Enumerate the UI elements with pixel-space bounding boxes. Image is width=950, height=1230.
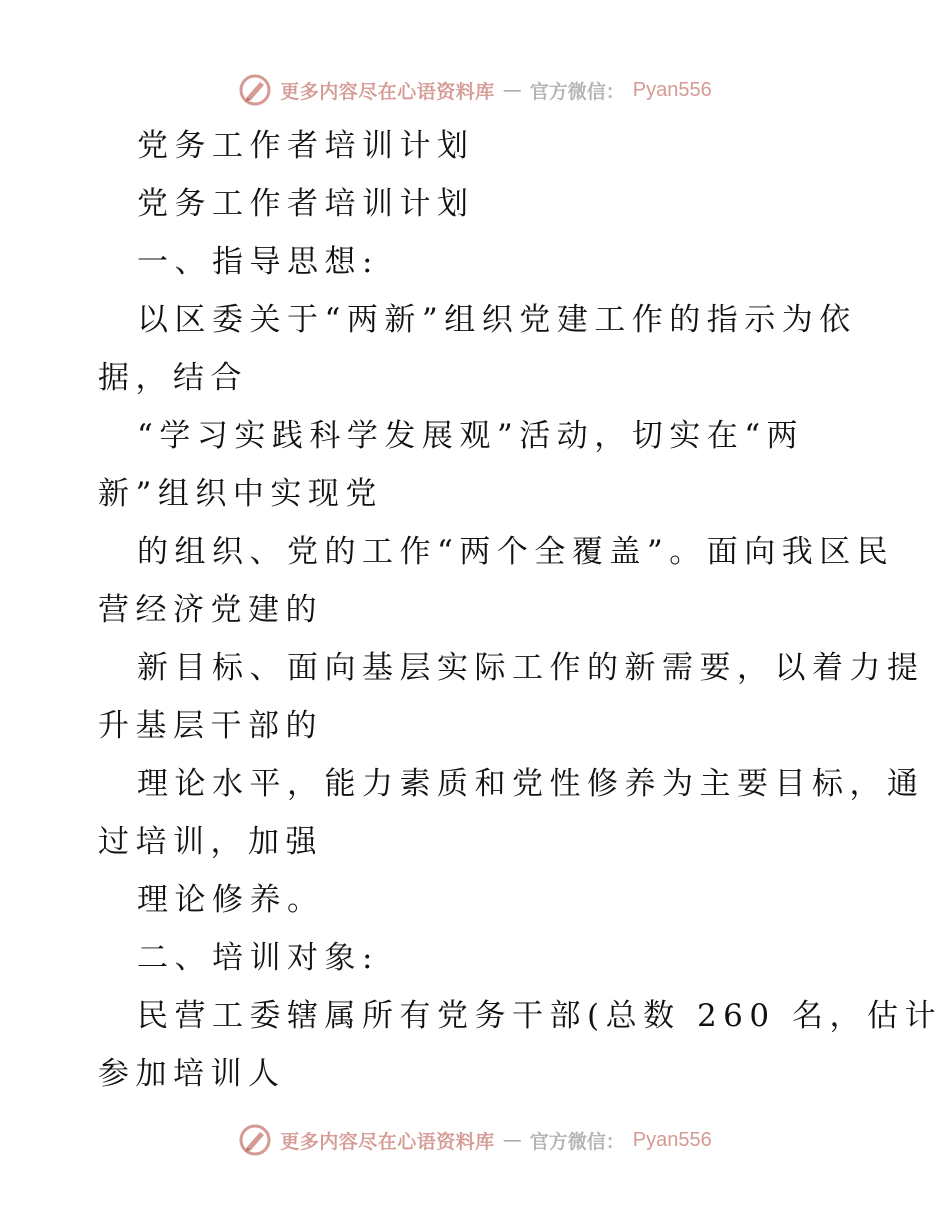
watermark-wechat-id: Pyan556 xyxy=(632,1128,712,1151)
pen-logo-icon xyxy=(238,1123,272,1157)
text-line: 理论水平，能力素质和党性修养为主要目标，通 xyxy=(137,766,925,802)
text-line: 的组织、党的工作“两个全覆盖”。面向我区民 xyxy=(137,534,895,570)
footer-watermark xyxy=(0,1120,950,1160)
header-watermark xyxy=(0,70,950,110)
watermark-wechat-id: Pyan556 xyxy=(632,78,712,101)
text-line: 以区委关于“两新”组织党建工作的指示为依 xyxy=(137,302,857,338)
text-line: 据，结合 xyxy=(98,360,248,396)
text-line: 民营工委辖属所有党务干部(总数 260 名，估计 xyxy=(137,998,942,1034)
text-line: 新”组织中实现党 xyxy=(98,476,383,512)
watermark-separator: — xyxy=(502,1129,522,1151)
text-line: 过培训，加强 xyxy=(98,824,323,860)
text-line: 营经济党建的 xyxy=(98,592,323,628)
text-line: 参加培训人 xyxy=(98,1056,286,1092)
pen-logo-icon xyxy=(238,73,272,107)
text-line: 理论修养。 xyxy=(137,882,325,918)
text-line: “学习实践科学发展观”活动，切实在“两 xyxy=(137,418,805,454)
text-line: 新目标、面向基层实际工作的新需要，以着力提 xyxy=(137,650,925,686)
doc-title-1: 党务工作者培训计划 xyxy=(137,128,475,164)
watermark-main-text: 更多内容尽在心语资料库 xyxy=(280,80,495,103)
text-line: 升基层干部的 xyxy=(98,708,323,744)
watermark-separator: — xyxy=(502,79,522,101)
watermark-main-text: 更多内容尽在心语资料库 xyxy=(280,1130,495,1153)
watermark-official-label: 官方微信： xyxy=(529,80,625,103)
watermark-official-label: 官方微信： xyxy=(529,1130,625,1153)
doc-title-2: 党务工作者培训计划 xyxy=(137,186,475,222)
section-heading-2: 二、培训对象: xyxy=(137,940,379,976)
section-heading-1: 一、指导思想: xyxy=(137,244,379,280)
